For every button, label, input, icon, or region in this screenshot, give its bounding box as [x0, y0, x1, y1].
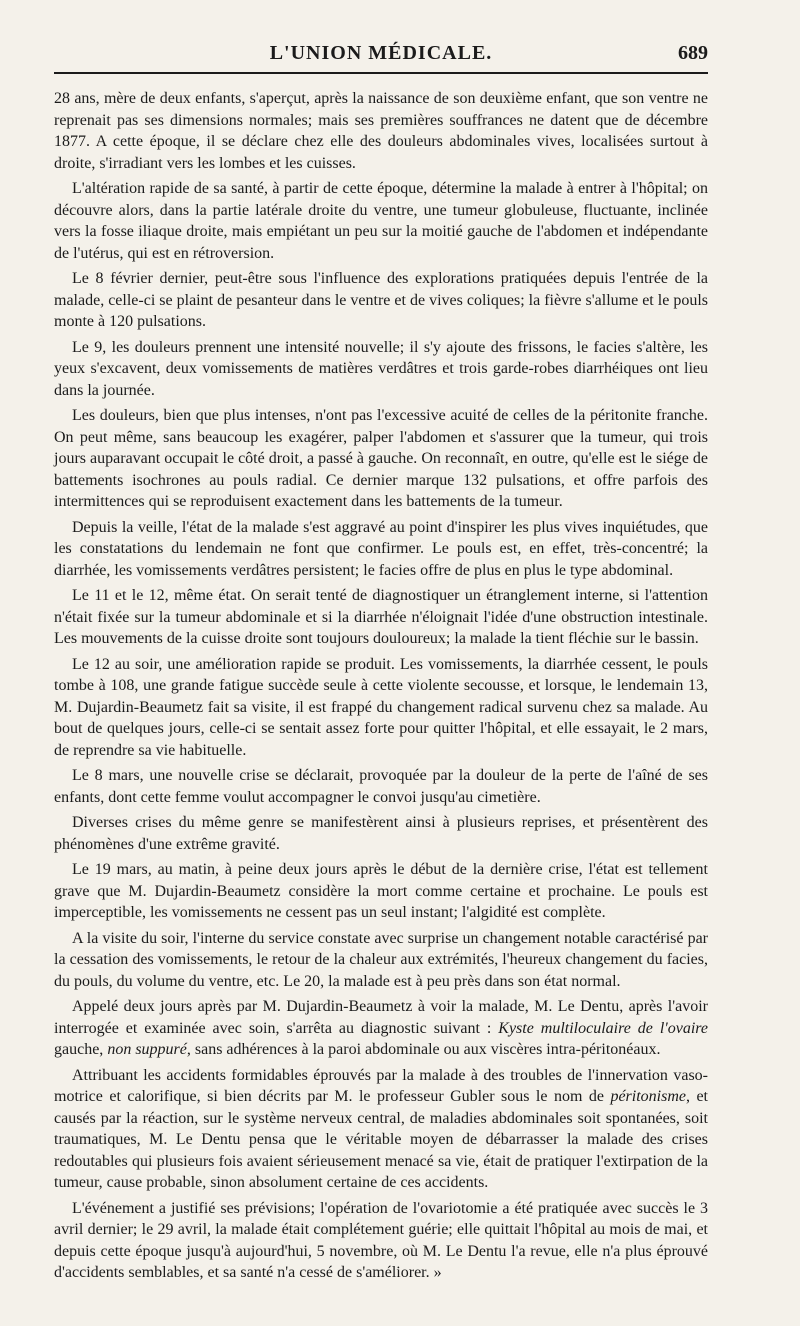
paragraph: A la visite du soir, l'interne du service constate avec surprise un changement notable caractérisé par la cessation des vomissements, le retour de la chaleur aux extrémités, l'heureux changement du facies, du pouls, du volume du ventre, etc. Le 20, la malade est à peu près dans son état normal. [54, 929, 708, 990]
paragraph-conclusion: L'événement a justifié ses prévisions; l'opération de l'ovariotomie a été pratiquée avec succès le 3 avril dernier; le 29 avril, la malade était complétement guérie; elle quittait l'hôpital au mois de mai, et depuis cette époque jusqu'à aujourd'hui, 5 novembre, où M. Le Dentu l'a revue, elle n'a plus éprouvé d'accidents semblables, et sa santé n'a cessé de s'améliorer. » [54, 1199, 708, 1281]
italic-non-suppure: non suppuré [107, 1041, 187, 1058]
paragraph-diagnosis [54, 996, 708, 1061]
text-fragment: Attribuant les accidents formidables éprouvés par la malade à des troubles de l'innervation vaso-motrice et calorifique, si bien décrits par M. le professeur Gubler sous le nom de [54, 1066, 708, 1105]
italic-diagnosis: Kyste multiloculaire de l'ovaire [498, 1019, 709, 1037]
journal-title: L'UNION MÉDICALE. [269, 42, 493, 64]
italic-peritonisme: péritonisme [610, 1088, 686, 1105]
paragraph: L'altération rapide de sa santé, à partir de cette époque, détermine la malade à entrer à l'hôpital; on découvre alors, dans la partie latérale droite du ventre, une tumeur globuleuse, fluctuante, inclinée vers la fosse iliaque droite, mais empiétant un peu sur la moitié gauche de l'abdomen et indépendante de l'utérus, qui est en rétroversion. [54, 180, 708, 262]
paragraph: Les douleurs, bien que plus intenses, n'ont pas l'excessive acuité de celles de la péritonite franche. On peut même, sans beaucoup les exagérer, palper l'abdomen et s'assurer que la tumeur, qui trois jours auparavant occupait le côté droit, a passé à gauche. On reconnaît, en outre, qu'elle est le siége de battements isochrones au pouls radial. Ce dernier marque 132 pulsations, et offre parfois des intermittences qui se reproduisent exactement dans les battements de la tumeur. [54, 407, 708, 510]
text-fragment: , sans adhérences à la paroi abdominale ou aux viscères intra-péritonéaux. [186, 1041, 661, 1058]
paragraph: Diverses crises du même genre se manifestèrent ainsi à plusieurs reprises, et présentèrent des phénomènes d'une extrême gravité. [54, 814, 708, 853]
text-fragment: , et causés par la réaction, sur le système nerveux central, de maladies abdominales soit spontanées, soit traumatiques, M. Le Dentu pensa que le véritable moyen de débarrasser la malade des crises redoutables qui plusieurs fois avaient sérieusement menacé sa vie, était de pratiquer l'extirpation de la tumeur, cause probable, sinon absolument certaine de ces accidents. [54, 1088, 708, 1191]
paragraph: Le 8 février dernier, peut-être sous l'influence des explorations pratiquées depuis l'entrée de la malade, celle-ci se plaint de pesanteur dans le ventre et de vives coliques; la fièvre s'allume et le pouls monte à 120 pulsations. [54, 270, 708, 330]
paragraph: Le 12 au soir, une amélioration rapide se produit. Les vomissements, la diarrhée cessent, le pouls tombe à 108, une grande fatigue succède seule à cette violente secousse, et lorsque, le lendemain 13, M. Dujardin-Beaumetz fait sa visite, il est frappé du changement radical survenu chez sa malade. Au bout de quelques jours, celle-ci se sentait assez forte pour quitter l'hôpital, et elle essayait, le 2 mars, de reprendre sa vie habituelle. [54, 655, 708, 759]
article-body [54, 88, 708, 1284]
page-number: 689 [678, 42, 708, 64]
paragraph: Le 8 mars, une nouvelle crise se déclarait, provoquée par la douleur de la perte de l'aîné de ses enfants, dont cette femme voulut accompagner le convoi jusqu'au cimetière. [54, 767, 708, 806]
paragraph: Le 9, les douleurs prennent une intensité nouvelle; il s'y ajoute des frissons, le facies s'altère, les yeux s'excavent, deux vomissements de matières verdâtres et trois garde-robes diarrhéiques ont lieu dans la journée. [54, 338, 708, 399]
paragraph: Le 19 mars, au matin, à peine deux jours après le début de la dernière crise, l'état est tellement grave que M. Dujardin-Beaumetz considère la mort comme certaine et prochaine. Le pouls est imperceptible, les vomissements ne cessent pas un seul instant; l'algidité est complète. [54, 861, 708, 921]
paragraph: Depuis la veille, l'état de la malade s'est aggravé au point d'inspirer les plus vives inquiétudes, que les constatations du lendemain ne font que confirmer. Le pouls est, en effet, très-concentré; la diarrhée, les vomissements verdâtres persistent; le facies offre de plus en plus le type abdominal. [54, 518, 708, 579]
text-fragment: Appelé deux jours après par M. Dujardin-Beaumetz à voir la malade, M. Le Dentu, après l'avoir interrogée et examinée avec soin, s'arrêta au diagnostic suivant : [54, 998, 708, 1037]
paragraph-gubler [54, 1065, 708, 1194]
paragraph: 28 ans, mère de deux enfants, s'aperçut, après la naissance de son deuxième enfant, que son ventre ne reprenait pas ses dimensions normales; mais ses premières souffrances ne datent que de décembre 1877. A cette époque, il se déclare chez elle des douleurs abdominales vives, localisées surtout à droite, s'irradiant vers les lombes et les cuisses. [54, 90, 708, 172]
paragraph: Le 11 et le 12, même état. On serait tenté de diagnostiquer un étranglement interne, si l'attention n'était fixée sur la tumeur abdominale et si la diarrhée n'éloignait l'idée d'une obstruction intestinale. Les mouvements de la cuisse droite sont toujours douloureux; la malade la tient fléchie sur le bassin. [54, 587, 708, 647]
page-header [54, 36, 708, 74]
text-fragment: gauche, [54, 1041, 108, 1058]
